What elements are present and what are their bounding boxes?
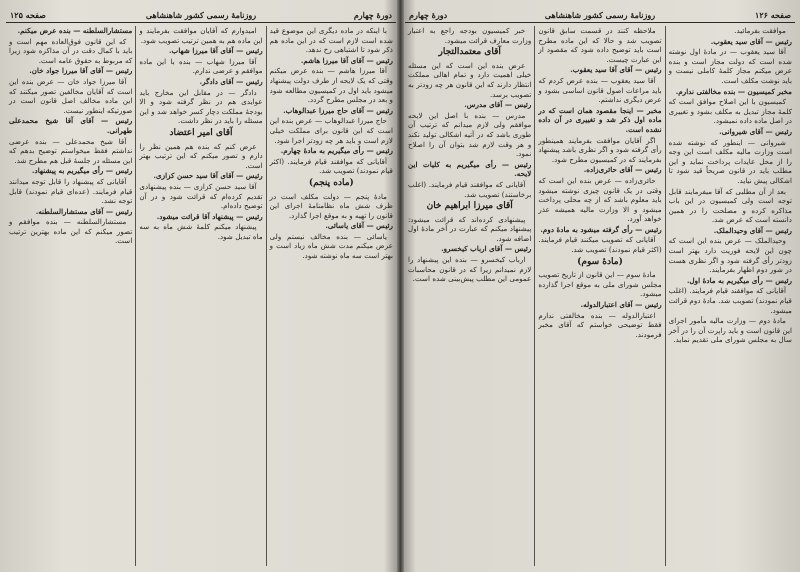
- paragraph: حائری‌زاده — عرض بنده این است که وقتی در یک قانون چیزی نوشته میشود باید معلوم باشد که از چه محلی پرداخت میشود و الا وزارت مالیه همیشه عذر خواهد آورد.: [538, 175, 662, 224]
- right-page-header: [405, 8, 795, 23]
- left-page-columns: [6, 26, 396, 566]
- paragraph: شیروانی — اینطور که نوشته شده است وزارت مالیه مکلف است این وجه را از محل عایدات پرداخت نماید و این مطلب باید در قانون صریحاً قید شود تا اشکالی پیش نیاید.: [668, 137, 792, 185]
- right-page: [405, 8, 795, 566]
- paragraph: امیدوارم که آقایان موافقت بفرمایند و این ماده هم به همین ترتیب تصویب شود.: [139, 26, 263, 45]
- page-label: صفحه ۱۲۶: [755, 10, 791, 20]
- paragraph: اعتبارالدوله — بنده مخالفتی ندارم فقط توضیحی خواستم که آقای مخبر فرمودند.: [538, 310, 662, 339]
- text-column: [665, 26, 795, 566]
- paragraph: ارباب کیخسرو — بنده این پیشنهاد را لازم نمیدانم زیرا که در قانون محاسبات عمومی این مطلب پیش‌بینی شده است.: [408, 255, 532, 284]
- section-title: آقای امیر اعتضاد: [169, 127, 233, 138]
- speaker-line: رئیس — آقای آقا شیخ محمدعلی طهرانی.: [9, 116, 133, 135]
- period-label: دورهٔ چهارم: [353, 10, 392, 20]
- speaker-line: رئیس — آقای مدرس.: [464, 100, 532, 110]
- speaker-line: رئیس — آقای آقا میرزا شهاب.: [169, 46, 263, 56]
- paragraph: یاسائی — بنده مخالف نیستم ولی عرض میکنم مدت شش ماه زیاد است و بهتر است سه ماه نوشته شود.: [269, 231, 393, 261]
- speaker-line: رئیس — رأی میگیریم به پیشنهاد.: [32, 166, 133, 176]
- period-label: دورهٔ چهارم: [409, 10, 448, 20]
- paragraph: حاج میرزا عبدالوهاب — عرض بنده این است که این قانون برای مملکت خیلی لازم است و باید هر چه زودتر اجرا شود.: [269, 116, 393, 145]
- paragraph: عرض کنم که بنده هم همین نظر را دارم و تصور میکنم که این ترتیب بهتر است.: [139, 141, 263, 170]
- section-title: آقای میرزا ابراهیم خان: [426, 201, 513, 212]
- text-column: [135, 26, 265, 566]
- page-label: صفحه ۱۲۵: [10, 10, 46, 20]
- paragraph: آقایانی که تصویب میکنند قیام فرمایند. (اکثر قیام نمودند) تصویب شد.: [538, 235, 662, 255]
- speaker-line: رئیس — آقای آقا میرزا جواد خان.: [29, 66, 133, 76]
- section-title: (ماده پنجم): [308, 177, 354, 188]
- paragraph: بعد از آن مطلبی که آقا میفرمایند قابل توجه است ولی کمیسیون در این باب مذاکره کرده و مصلحت را در همین دانسته است که عرض شد.: [668, 186, 792, 225]
- paragraph: آقا سید یعقوب — در مادهٔ اول نوشته شده است که دولت مجاز است و بنده عرض میکنم مجاز کلمهٔ کاملی نیست و باید نوشت مکلف است.: [668, 47, 792, 85]
- speaker-line: مخبر — اینجا مقصود همان است که در ماده اول ذکر شد و تغییری در آن داده نشده است.: [538, 105, 662, 134]
- newspaper-title: روزنامهٔ رسمی کشور شاهنشاهی: [145, 10, 257, 20]
- paragraph: پیشنهاد میکنم کلمهٔ شش ماه به سه ماه تبدیل شود.: [139, 222, 263, 241]
- paragraph: ملاحظه کنند در قسمت سابق قانون تصویب شد و حالا که این ماده مطرح است باید توضیح داده شود که مقصود از این عبارت چیست.: [538, 26, 662, 64]
- speaker-line: رئیس — آقای مستشارالسلطنه.: [35, 206, 133, 216]
- section-title: آقای معتمدالتجار: [438, 47, 501, 58]
- text-column: [6, 26, 135, 566]
- paragraph: وحیدالملک — عرض بنده این است که چون این لایحه فوریت دارد بهتر است زودتر رأی گرفته شود و اگر نظری هست در شور دوم اظهار بفرمایند.: [668, 236, 792, 275]
- paragraph: مادهٔ دوم — وزارت مالیه مأمور اجرای این قانون است و باید راپرت آن را در آخر سال به مجلس شورای ملی تقدیم نماید.: [668, 316, 792, 345]
- newspaper-title: روزنامهٔ رسمی کشور شاهنشاهی: [544, 10, 656, 20]
- paragraph: با اینکه در ماده دیگری این موضوع قید شده است لازم است که در این ماده هم ذکر شود تا اشتباهی رخ ندهد.: [269, 26, 393, 55]
- left-page-header: [6, 8, 396, 23]
- paragraph: آقا سید حسن کزازی — بنده پیشنهادی تقدیم کرده‌ام که قرائت شود و در آن توضیح داده‌ام.: [139, 181, 263, 211]
- text-column: [534, 26, 664, 566]
- speaker-line: رئیس — آقای یاسائی.: [325, 221, 393, 231]
- paragraph: خبر کمیسیون بودجه راجع به اعتبار وزارت معارف قرائت میشود.: [408, 26, 532, 45]
- paragraph: عرض بنده این است که این مسئله خیلی اهمیت دارد و تمام اهالی مملکت انتظار دارند که این قانون هر چه زودتر به تصویب برسد.: [408, 60, 532, 99]
- speaker-line: رئیس — رأی میگیریم به مادهٔ چهارم.: [280, 146, 393, 156]
- paragraph: آقا شیخ محمدعلی — بنده عرضی نداشتم فقط میخواستم توضیح بدهم که این مسئله در جلسهٔ قبل هم مطرح شد.: [9, 136, 133, 165]
- paragraph: آقا میرزا شهاب — بنده با این ماده موافقم و عرضی ندارم.: [139, 56, 263, 76]
- paragraph: آقایانی که پیشنهاد را قابل توجه میدانند قیام فرمایند. (عده‌ای قیام نمودند) قابل توجه نشد.: [9, 176, 133, 206]
- speaker-line: رئیس — آقای آقا میرزا هاشم.: [300, 55, 393, 65]
- speaker-line: رئیس — آقای آقا سید حسن کزازی.: [153, 171, 263, 181]
- paragraph: مستشارالسلطنه — بنده موافقم و تصور میکنم که این ماده بهترین ترتیب است.: [9, 217, 133, 246]
- speaker-line: رئیس — آقای سید یعقوب.: [710, 36, 792, 46]
- text-column: [405, 26, 534, 566]
- paragraph: آقایانی که موافقند قیام فرمایند. (اغلب قیام نمودند) تصویب شد. مادهٔ دوم قرائت میشود.: [668, 286, 792, 315]
- speaker-line: رئیس — آقای وحیدالملک.: [713, 225, 792, 235]
- paragraph: آقا سید یعقوب — بنده عرض کردم که باید مراعات اصول قانون اساسی بشود و عرض دیگری نداشتم.: [538, 75, 662, 105]
- paragraph: مادهٔ پنجم — دولت مکلف است در ظرف شش ماه نظامنامهٔ اجرای این قانون را تهیه و به موقع اجرا گذارد.: [269, 191, 393, 220]
- paragraph: مدرس — بنده با اصل این لایحه موافقم ولی لازم میدانم که ترتیب آن طوری باشد که در آتیه اشکالی تولید نکند و هر وقت لازم شد بتوان آن را اصلاح نمود.: [408, 110, 532, 159]
- speaker-line: رئیس — پیشنهاد آقا قرائت میشود.: [156, 211, 263, 221]
- paragraph: پیشنهادی کرده‌اند که قرائت میشود: پیشنهاد میکنم که عبارت در آخر مادهٔ اول اضافه شود.: [408, 214, 532, 243]
- paragraph: مادهٔ سوم — این قانون از تاریخ تصویب مجلس شورای ملی به موقع اجرا گذارده میشود.: [538, 270, 662, 299]
- paragraph: آقایانی که موافقند قیام فرمایند. (اغلب برخاستند) تصویب شد.: [408, 179, 532, 199]
- paragraph: کمیسیون با این اصلاح موافق است که کلمهٔ مجاز تبدیل به مکلف بشود و تغییری در اصل ماده داده نمیشود.: [668, 97, 792, 126]
- speaker-line: رئیس — رأی میگیریم به مادهٔ اول.: [686, 275, 792, 285]
- speaker-line: رئیس — آقای شیروانی.: [719, 126, 792, 136]
- paragraph: اگر آقایان موافقت بفرمایند همینطور رأی گرفته شود و اگر نظری باشد پیشنهاد بفرمایند که در کمیسیون مطرح شود.: [538, 135, 662, 164]
- text-column: [266, 26, 396, 566]
- speaker-line: رئیس — رأی گرفته میشود به مادهٔ دوم.: [540, 224, 662, 234]
- book-gutter: [397, 0, 404, 572]
- paragraph: دادگر — در مقابل این مخارج باید عوایدی هم در نظر گرفته شود و الا بودجهٔ مملکت دچار کسر خواهد شد و این مسئله را باید در نظر داشت.: [139, 87, 263, 126]
- speaker-line: مستشارالسلطنه — بنده عرض میکنم.: [17, 26, 133, 35]
- paragraph: موافقت بفرمائید.: [734, 26, 786, 35]
- paragraph: آقایانی که موافقند قیام فرمایند. (اکثر قیام نمودند) تصویب شد.: [269, 156, 393, 176]
- speaker-line: رئیس — آقای ارباب کیخسرو.: [441, 244, 532, 254]
- paragraph: آقا میرزا جواد خان — عرض بنده این است که آقایان مخالفین تصور میکنند که این ماده مخالف اصل قانون است در صورتیکه اینطور نیست.: [9, 76, 133, 115]
- right-page-columns: [405, 26, 795, 566]
- speaker-line: رئیس — رأی میگیریم به کلیات این لایحه.: [408, 159, 532, 179]
- paragraph: که این قانون فوق‌العاده مهم است و باید با کمال دقت در آن مذاکره شود زیرا که مربوط به حقوق عامه است.: [9, 36, 133, 65]
- speaker-line: مخبر کمیسیون — بنده مخالفتی ندارم.: [675, 86, 792, 96]
- speaker-line: رئیس — آقای آقا سید یعقوب.: [570, 65, 662, 75]
- paragraph: آقا میرزا هاشم — بنده عرض میکنم وقتی که یک لایحه از طرف دولت پیشنهاد میشود باید اول در کمیسیون مطالعه شود و بعد در مجلس مطرح گردد.: [269, 66, 393, 105]
- speaker-line: رئیس — آقای حائری‌زاده.: [583, 165, 662, 175]
- speaker-line: رئیس — آقای حاج میرزا عبدالوهاب.: [283, 105, 393, 115]
- speaker-line: رئیس — آقای اعتبارالدوله.: [580, 300, 662, 310]
- speaker-line: رئیس — آقای دادگر.: [199, 76, 263, 86]
- left-page: [6, 8, 396, 566]
- section-title: (مادهٔ سوم): [577, 256, 623, 267]
